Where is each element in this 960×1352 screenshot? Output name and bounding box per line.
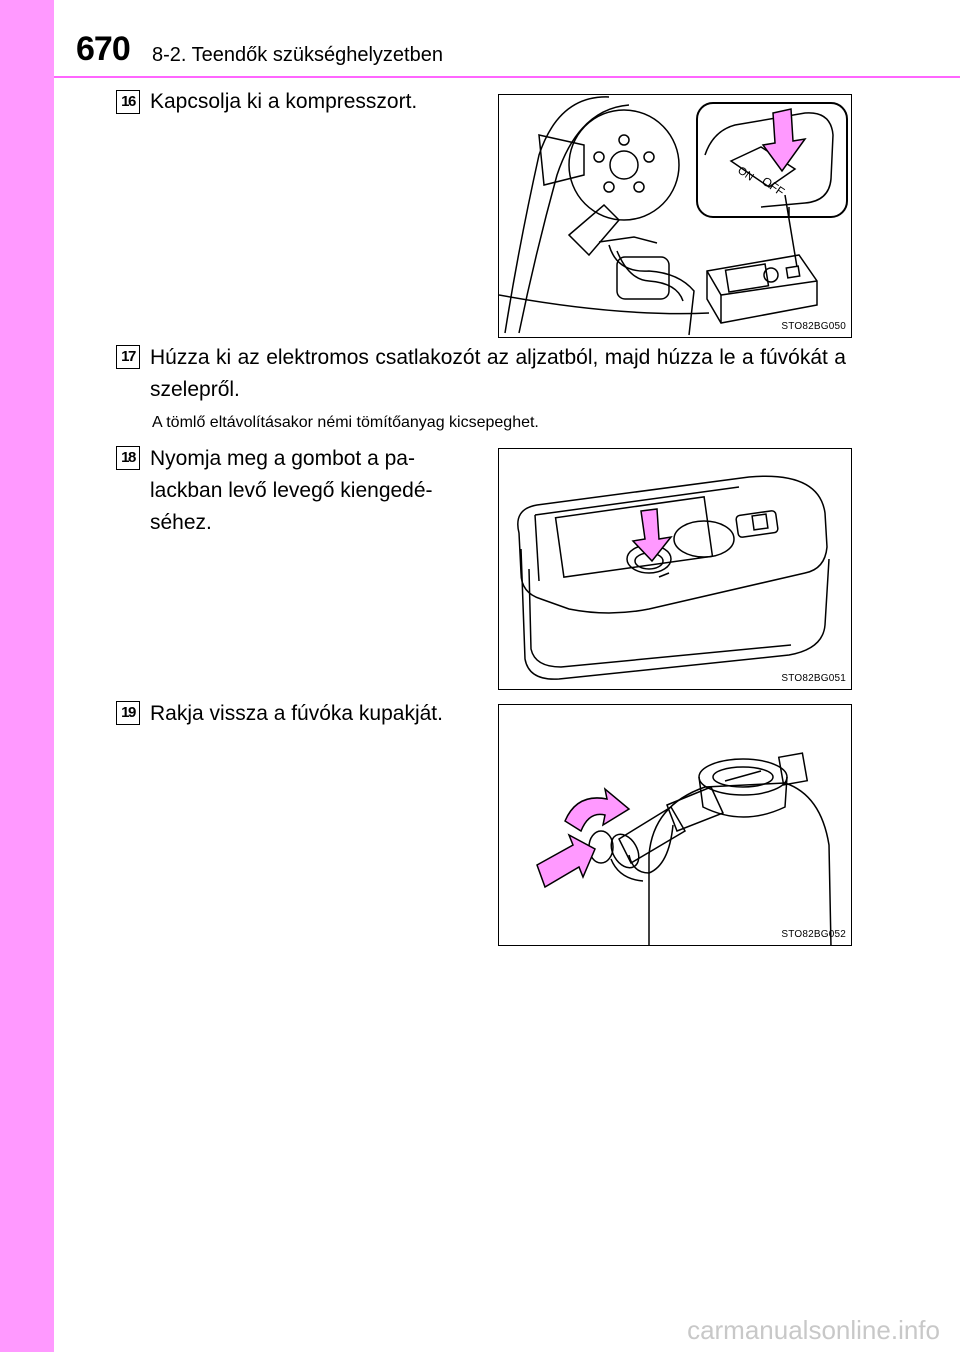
figure-air-release-button <box>498 448 852 690</box>
step-17-note: A tömlő eltávolításakor némi tömítőanyag kicsepeghet. <box>152 414 539 431</box>
step-16-text: Kapcsolja ki a kompresszort. <box>150 90 418 113</box>
figure-code: STO82BG050 <box>781 321 846 332</box>
watermark: carmanualsonline.info <box>687 1315 940 1345</box>
bottle-button-illustration <box>499 449 852 690</box>
step-19-badge: 19 <box>116 701 140 725</box>
switch-label-off: OFF <box>759 173 788 199</box>
switch-label-on: ON <box>735 164 756 184</box>
step-19-text: Rakja vissza a fúvóka kupakját. <box>150 702 443 725</box>
step-17-badge: 17 <box>116 345 140 369</box>
page-number: 670 <box>76 30 130 68</box>
page-sidebar <box>0 0 54 1352</box>
figure-compressor-switch-off <box>498 94 852 338</box>
step-18-badge: 18 <box>116 446 140 470</box>
step-17-text: Húzza ki az elektromos csatlakozót az aljzatból, majd húzza le a fúvókát a szelepről. <box>150 346 846 401</box>
push-arrow-icon <box>633 509 671 561</box>
step-18-text: Nyomja meg a gombot a pa-lackban levő levegő kiengedé-séhez. <box>150 447 433 534</box>
figure-code: STO82BG052 <box>781 929 846 940</box>
figure-code: STO82BG051 <box>781 673 846 684</box>
step-16-badge: 16 <box>116 90 140 114</box>
push-arrow-icon <box>537 835 595 887</box>
compressor-switch-illustration <box>499 95 852 338</box>
section-title: 8-2. Teendők szükséghelyzetben <box>152 44 443 66</box>
header-rule <box>54 76 960 78</box>
rotate-arrow-icon <box>565 789 629 831</box>
figure-nozzle-cap <box>498 704 852 946</box>
nozzle-cap-illustration <box>499 705 852 946</box>
